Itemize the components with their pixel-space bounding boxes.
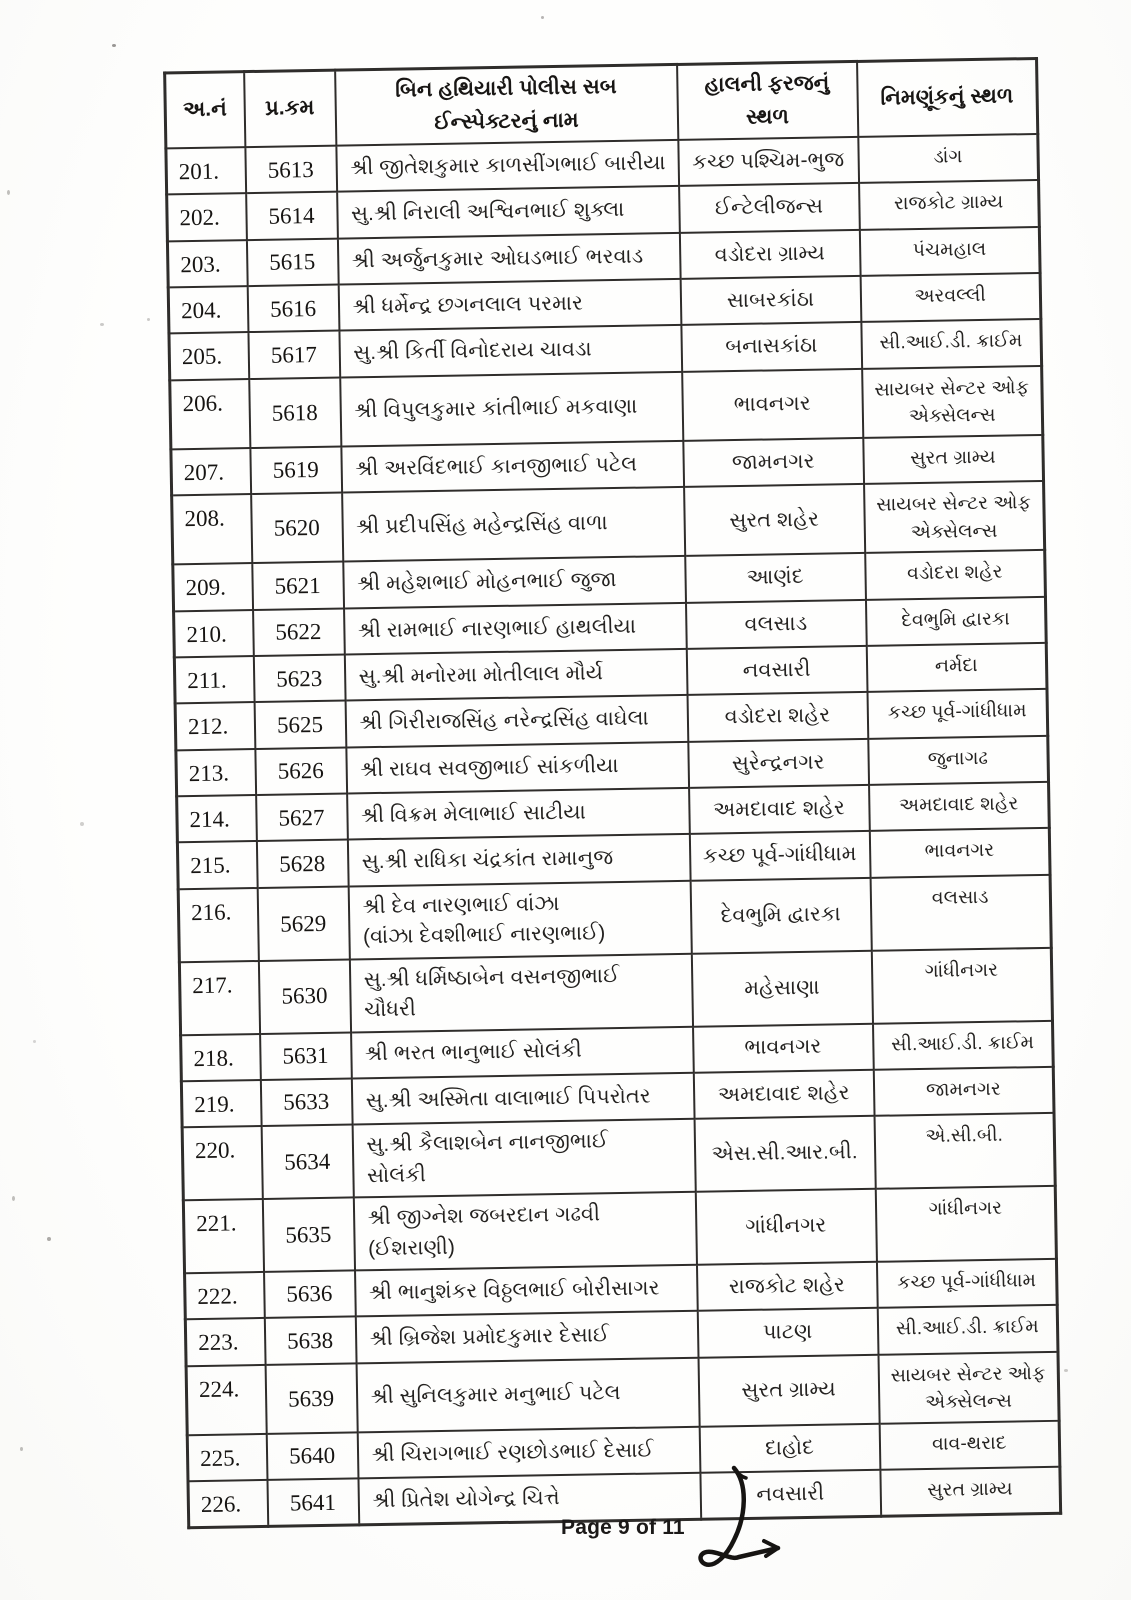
roster-number-cell: 5638 bbox=[264, 1317, 356, 1365]
serial-cell: 213. bbox=[176, 749, 256, 797]
current-posting-cell: અમદાવાદ શહેર bbox=[693, 1070, 874, 1119]
name-cell: શ્રી ગિરીરાજસિંહ નરેન્દ્રસિંહ વાઘેલા bbox=[345, 695, 688, 747]
name-cell: સુ.શ્રી અસ્મિતા વાલાભાઈ પિપરોતર bbox=[351, 1073, 694, 1125]
name-cell: શ્રી ભાનુશંકર વિઠ્ઠલભાઈ બોરીસાગર bbox=[355, 1265, 698, 1317]
current-posting-cell: એસ.સી.આર.બી. bbox=[694, 1116, 875, 1192]
serial-cell: 212. bbox=[175, 702, 255, 750]
serial-cell: 206. bbox=[170, 379, 250, 449]
serial-cell: 202. bbox=[167, 194, 247, 242]
serial-cell: 208. bbox=[172, 494, 252, 564]
name-cell: શ્રી રાઘવ સવજીભાઈ સાંકળીયા bbox=[346, 742, 689, 794]
current-posting-cell: સુરેન્દ્રનગર bbox=[688, 739, 869, 788]
name-cell: શ્રી વિપુલકુમાર કાંતીભાઈ મકવાણા bbox=[340, 372, 683, 447]
serial-cell: 221. bbox=[183, 1199, 263, 1273]
serial-cell: 223. bbox=[185, 1318, 265, 1366]
new-posting-cell: ડાંગ bbox=[858, 134, 1039, 183]
new-posting-cell: ભાવનગર bbox=[869, 828, 1050, 877]
name-cell: શ્રી રામભાઈ નારણભાઈ હાથલીયા bbox=[344, 603, 687, 655]
serial-cell: 211. bbox=[174, 656, 254, 704]
current-posting-cell: દેવભુમિ દ્વારકા bbox=[690, 878, 871, 954]
new-posting-cell: જુનાગઢ bbox=[868, 736, 1049, 785]
name-cell: શ્રી પ્રિતેશ યોગેન્દ્ર ચિત્તે bbox=[358, 1473, 701, 1526]
name-cell: શ્રી જીગ્નેશ જબરદાન ગઢવી (ઈશરાણી) bbox=[353, 1192, 696, 1271]
name-cell: શ્રી મહેશભાઈ મોહનભાઈ જુજા bbox=[343, 556, 686, 608]
name-cell: શ્રી ભરત ભાનુભાઈ સોલંકી bbox=[351, 1026, 694, 1078]
serial-cell: 201. bbox=[166, 147, 246, 195]
serial-cell: 207. bbox=[171, 448, 251, 496]
name-cell: શ્રી વિક્રમ મેલાભાઈ સાટીયા bbox=[347, 788, 690, 840]
serial-cell: 210. bbox=[174, 610, 254, 658]
scan-speck bbox=[100, 323, 104, 326]
new-posting-cell: વલસાડ bbox=[870, 875, 1051, 951]
name-cell: સુ.શ્રી નિરાલી અશ્વિનભાઈ શુક્લા bbox=[337, 186, 680, 238]
header-new-posting: નિમણૂંકનું સ્થળ bbox=[857, 58, 1038, 137]
serial-cell: 205. bbox=[169, 333, 249, 381]
header-name: બિન હથિયારી પોલીસ સબ ઈન્સ્પેક્ટરનું નામ bbox=[335, 64, 678, 145]
roster-number-cell: 5619 bbox=[250, 446, 342, 494]
roster-number-cell: 5633 bbox=[260, 1078, 352, 1126]
roster-number-cell: 5640 bbox=[266, 1432, 358, 1480]
current-posting-cell: કચ્છ પશ્ચિમ-ભુજ bbox=[678, 137, 859, 186]
new-posting-cell: વડોદરા શહેર bbox=[865, 550, 1046, 599]
current-posting-cell: સાબરકાંઠા bbox=[680, 276, 861, 325]
roster-number-cell: 5613 bbox=[245, 146, 337, 194]
current-posting-cell: વડોદરા ગ્રામ્ય bbox=[679, 230, 860, 279]
current-posting-cell: ઈન્ટેલીજન્સ bbox=[679, 183, 860, 232]
current-posting-cell: નવસારી bbox=[700, 1470, 881, 1520]
roster-number-cell: 5630 bbox=[258, 959, 350, 1033]
current-posting-cell: વલસાડ bbox=[685, 600, 866, 649]
scan-speck bbox=[80, 822, 84, 826]
scan-speck bbox=[47, 1237, 51, 1241]
scan-speck bbox=[12, 1196, 15, 1201]
name-cell: શ્રી બ્રિજેશ પ્રમોદકુમાર દેસાઈ bbox=[355, 1311, 698, 1363]
current-posting-cell: રાજકોટ શહેર bbox=[696, 1262, 877, 1311]
new-posting-cell: પંચમહાલ bbox=[859, 227, 1040, 276]
new-posting-cell: એ.સી.બી. bbox=[874, 1113, 1055, 1189]
roster-number-cell: 5615 bbox=[246, 238, 338, 286]
serial-cell: 216. bbox=[178, 888, 258, 962]
new-posting-cell: સાયબર સેન્ટર ઓફ એક્સેલન્સ bbox=[864, 481, 1045, 553]
new-posting-cell: અમદાવાદ શહેર bbox=[869, 782, 1050, 831]
current-posting-cell: પાટણ bbox=[697, 1308, 878, 1357]
name-cell: સુ.શ્રી રાધિકા ચંદ્રકાંત રામાનુજ bbox=[347, 834, 690, 886]
roster-number-cell: 5635 bbox=[262, 1198, 354, 1272]
name-cell: સુ.શ્રી કૈલાશબેન નાનજીભાઈ સોલંકી bbox=[352, 1119, 695, 1198]
new-posting-cell: સુરત ગ્રામ્ય bbox=[863, 435, 1044, 484]
current-posting-cell: કચ્છ પૂર્વ-ગાંધીધામ bbox=[689, 831, 870, 880]
name-cell: સુ.શ્રી ધર્મિષ્ઠાબેન વસનજીભાઈ ચૌધરી bbox=[349, 953, 692, 1032]
serial-cell: 219. bbox=[181, 1080, 261, 1128]
name-cell: સુ.શ્રી મનોરમા મોતીલાલ મૌર્ય bbox=[344, 649, 687, 701]
scan-speck bbox=[7, 190, 10, 195]
current-posting-cell: બનાસકાંઠા bbox=[681, 322, 862, 371]
current-posting-cell: દાહોદ bbox=[699, 1423, 880, 1472]
roster-number-cell: 5616 bbox=[247, 285, 339, 333]
roster-number-cell: 5628 bbox=[256, 840, 348, 888]
serial-cell: 204. bbox=[168, 286, 248, 334]
new-posting-cell: સાયબર સેન્ટર ઓફ એક્સેલન્સ bbox=[878, 1351, 1059, 1423]
roster-number-cell: 5622 bbox=[253, 608, 345, 656]
roster-number-cell: 5623 bbox=[253, 655, 345, 703]
roster-number-cell: 5614 bbox=[246, 192, 338, 240]
name-cell: શ્રી સુનિલકુમાર મનુભાઈ પટેલ bbox=[356, 1357, 699, 1432]
table-header bbox=[165, 58, 1038, 148]
scan-speck bbox=[33, 1040, 36, 1043]
serial-cell: 222. bbox=[185, 1272, 265, 1320]
posting-table bbox=[163, 57, 1062, 1530]
serial-cell: 215. bbox=[177, 841, 257, 889]
scan-speck bbox=[541, 16, 544, 19]
new-posting-cell: નર્મદા bbox=[866, 643, 1047, 692]
current-posting-cell: ગાંધીનગર bbox=[695, 1189, 876, 1265]
new-posting-cell: દેવભુમિ દ્વારકા bbox=[865, 597, 1046, 646]
new-posting-cell: કચ્છ પૂર્વ-ગાંધીધામ bbox=[867, 689, 1048, 738]
roster-number-cell: 5639 bbox=[265, 1363, 357, 1434]
new-posting-cell: સી.આઈ.ડી. ક્રાઈમ bbox=[877, 1305, 1058, 1354]
scan-speck bbox=[1064, 1369, 1068, 1372]
table-sheet bbox=[163, 57, 1059, 1530]
roster-number-cell: 5617 bbox=[248, 331, 340, 379]
current-posting-cell: ભાવનગર bbox=[693, 1023, 874, 1072]
current-posting-cell: આણંદ bbox=[685, 553, 866, 602]
header-serial: અ.નં bbox=[165, 72, 245, 149]
scan-speck bbox=[20, 1447, 23, 1451]
new-posting-cell: વાવ-થરાદ bbox=[879, 1421, 1060, 1470]
current-posting-cell: જામનગર bbox=[683, 438, 864, 487]
name-cell: શ્રી અર્જુનકુમાર ઓઘડભાઈ ભરવાડ bbox=[337, 233, 680, 285]
serial-cell: 209. bbox=[173, 563, 253, 611]
roster-number-cell: 5636 bbox=[264, 1270, 356, 1318]
roster-number-cell: 5627 bbox=[256, 794, 348, 842]
name-cell: શ્રી જીતેશકુમાર કાળસીંગભાઈ બારીયા bbox=[336, 140, 679, 192]
name-cell: શ્રી ધર્મેન્દ્ર છગનલાલ પરમાર bbox=[338, 279, 681, 331]
roster-number-cell: 5641 bbox=[267, 1478, 359, 1526]
serial-cell: 203. bbox=[167, 240, 247, 288]
name-cell: સુ.શ્રી કિર્તી વિનોદરાય ચાવડા bbox=[339, 325, 682, 377]
roster-number-cell: 5634 bbox=[261, 1125, 353, 1199]
new-posting-cell: રાજકોટ ગ્રામ્ય bbox=[859, 180, 1040, 229]
header-row bbox=[165, 58, 1038, 148]
new-posting-cell: કચ્છ પૂર્વ-ગાંધીધામ bbox=[876, 1259, 1057, 1308]
new-posting-cell: જામનગર bbox=[873, 1067, 1054, 1116]
current-posting-cell: નવસારી bbox=[686, 646, 867, 695]
serial-cell: 217. bbox=[179, 961, 259, 1035]
page-number-footer: Page 9 of 11 bbox=[561, 1516, 685, 1539]
serial-cell: 224. bbox=[186, 1365, 266, 1435]
serial-cell: 218. bbox=[181, 1033, 261, 1081]
current-posting-cell: સુરત ગ્રામ્ય bbox=[698, 1354, 879, 1426]
new-posting-cell: સી.આઈ.ડી. ક્રાઈમ bbox=[861, 319, 1042, 368]
signature-mark-icon bbox=[672, 1460, 802, 1600]
roster-number-cell: 5621 bbox=[252, 562, 344, 610]
serial-cell: 214. bbox=[177, 795, 257, 843]
current-posting-cell: મહેસાણા bbox=[691, 950, 872, 1026]
name-cell: શ્રી અરવિંદભાઈ કાનજીભાઈ પટેલ bbox=[341, 441, 684, 493]
table-body bbox=[166, 134, 1061, 1528]
new-posting-cell: સી.આઈ.ડી. ક્રાઈમ bbox=[872, 1020, 1053, 1069]
new-posting-cell: અરવલ્લી bbox=[860, 273, 1041, 322]
serial-cell: 226. bbox=[188, 1480, 268, 1528]
new-posting-cell: ગાંધીનગર bbox=[875, 1186, 1056, 1262]
new-posting-cell: ગાંધીનગર bbox=[871, 947, 1052, 1023]
current-posting-cell: વડોદરા શહેર bbox=[687, 692, 868, 741]
name-cell: શ્રી દેવ નારણભાઈ વાંઝા (વાંઝા દેવશીભાઈ નારણભાઈ) bbox=[348, 881, 691, 960]
scan-speck bbox=[112, 44, 116, 47]
roster-number-cell: 5620 bbox=[251, 493, 343, 564]
roster-number-cell: 5629 bbox=[257, 886, 349, 960]
roster-number-cell: 5626 bbox=[255, 747, 347, 795]
roster-number-cell: 5631 bbox=[260, 1032, 352, 1080]
current-posting-cell: અમદાવાદ શહેર bbox=[689, 785, 870, 834]
roster-number-cell: 5618 bbox=[249, 377, 341, 448]
serial-cell: 225. bbox=[187, 1434, 267, 1482]
header-current-posting: હાલની ફરજનું સ્થળ bbox=[677, 61, 858, 140]
scan-speck bbox=[147, 318, 150, 321]
name-cell: શ્રી પ્રદીપસિંહ મહેન્દ્રસિંહ વાળા bbox=[342, 487, 685, 562]
serial-cell: 220. bbox=[182, 1126, 262, 1200]
roster-number-cell: 5625 bbox=[254, 701, 346, 749]
name-cell: શ્રી ચિરાગભાઈ રણછોડભાઈ દેસાઈ bbox=[357, 1426, 700, 1478]
current-posting-cell: ભાવનગર bbox=[682, 369, 863, 441]
new-posting-cell: સુરત ગ્રામ્ય bbox=[880, 1467, 1061, 1517]
header-roster-number: પ્ર.કમ bbox=[244, 70, 336, 147]
new-posting-cell: સાયબર સેન્ટર ઓફ એક્સેલન્સ bbox=[862, 366, 1043, 438]
current-posting-cell: સુરત શહેર bbox=[684, 484, 865, 556]
